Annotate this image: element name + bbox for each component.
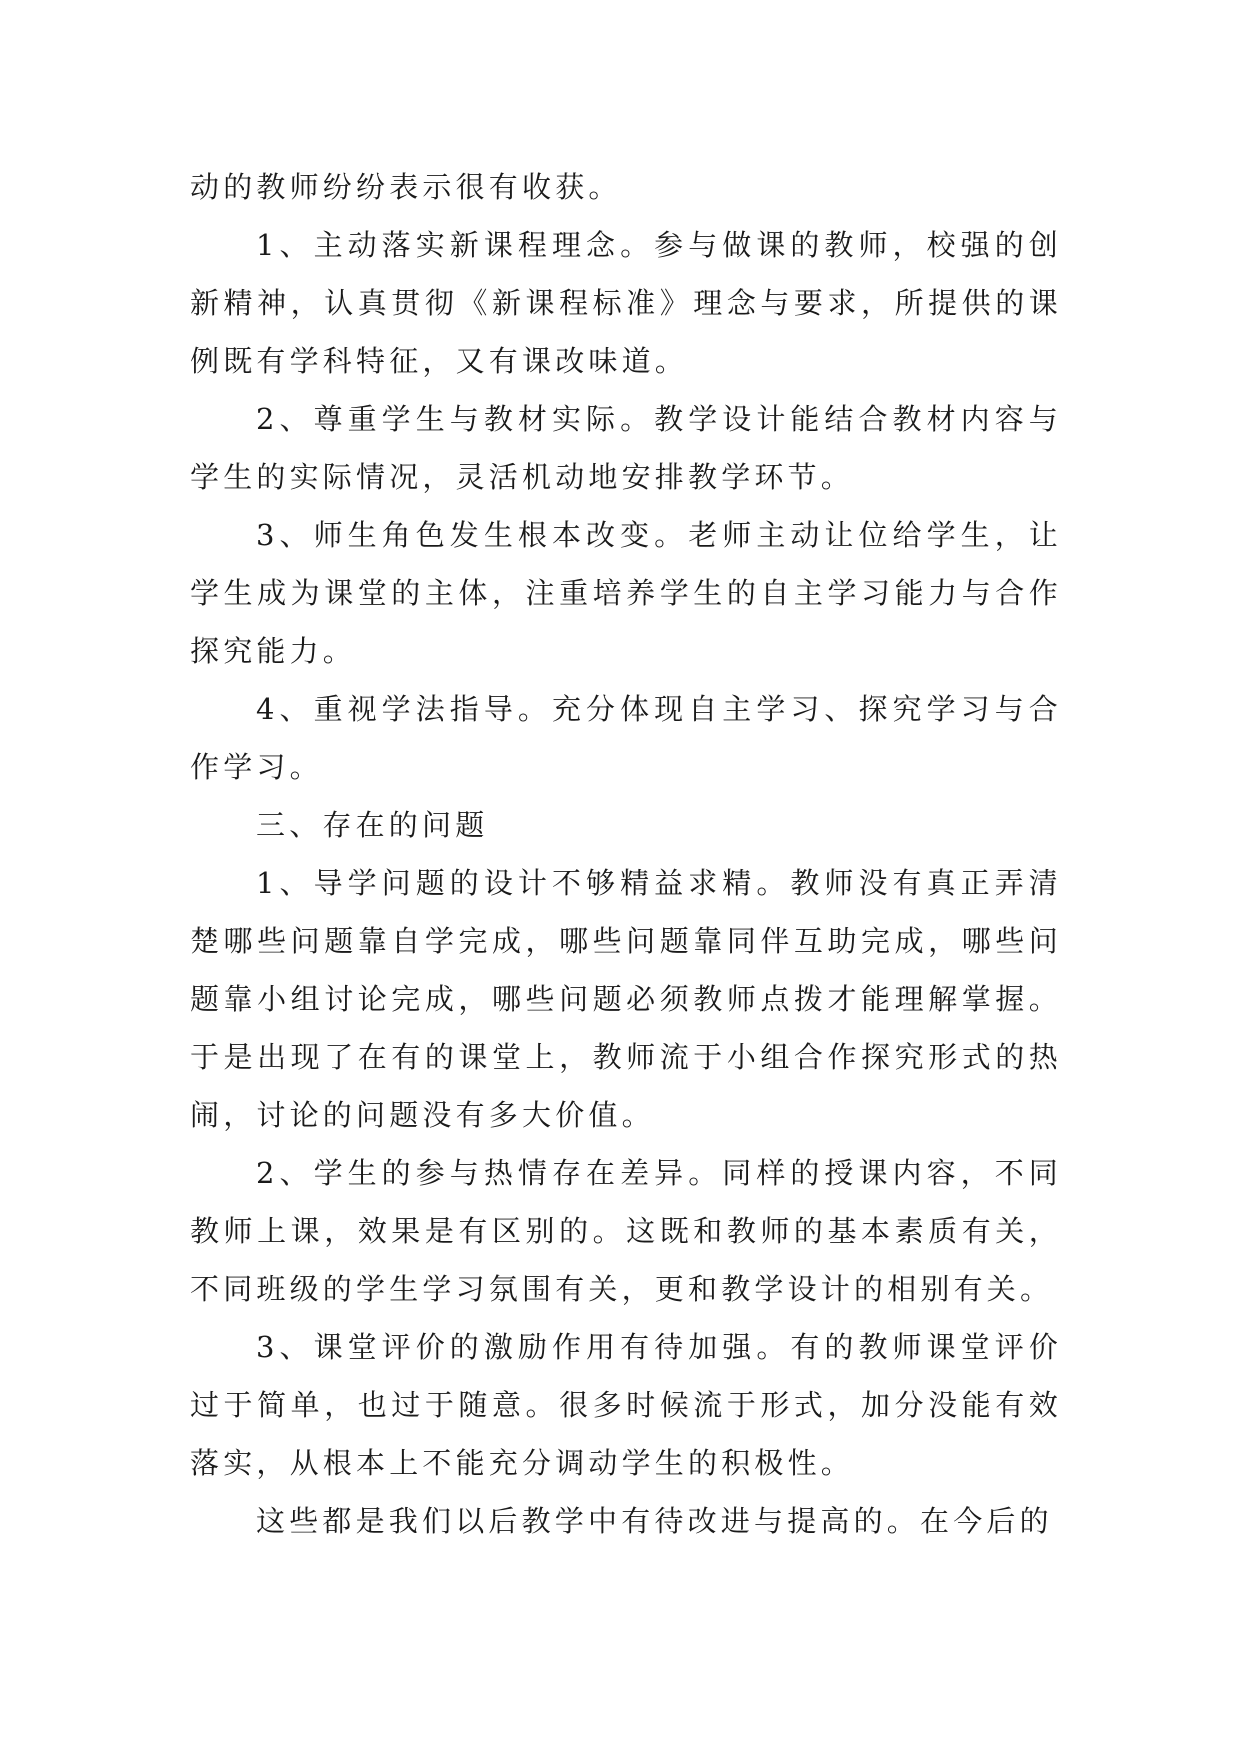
paragraph-closing: 这些都是我们以后教学中有待改进与提高的。在今后的	[256, 1504, 1053, 1538]
paragraph-problem-1: 1、导学问题的设计不够精益求精。教师没有真正弄清楚哪些问题靠自学完成，哪些问题靠同伴互助完成，哪些问题靠小组讨论完成，哪些问题必须教师点拨才能理解掌握。于是出现了在有的课堂上，教师流于小组合作探究形式的热闹，讨论的问题没有多大价值。	[190, 866, 1062, 1132]
paragraph-continuation: 动的教师纷纷表示很有收获。	[190, 170, 622, 204]
paragraph-problem-3: 3、课堂评价的激励作用有待加强。有的教师课堂评价过于简单，也过于随意。很多时候流于形式，加分没能有效落实，从根本上不能充分调动学生的积极性。	[190, 1330, 1062, 1480]
paragraph-point-3: 3、师生角色发生根本改变。老师主动让位给学生，让学生成为课堂的主体，注重培养学生的自主学习能力与合作探究能力。	[190, 518, 1062, 668]
document-body	[190, 158, 1062, 1550]
paragraph-problem-2: 2、学生的参与热情存在差异。同样的授课内容，不同教师上课，效果是有区别的。这既和教师的基本素质有关，不同班级的学生学习氛围有关，更和教学设计的相别有关。	[190, 1156, 1062, 1306]
paragraph-point-4: 4、重视学法指导。充分体现自主学习、探究学习与合作学习。	[190, 692, 1062, 784]
paragraph-point-1: 1、主动落实新课程理念。参与做课的教师，校强的创新精神，认真贯彻《新课程标准》理念与要求，所提供的课例既有学科特征，又有课改味道。	[190, 228, 1062, 378]
section-heading-problems: 三、存在的问题	[256, 808, 489, 842]
paragraph-point-2: 2、尊重学生与教材实际。教学设计能结合教材内容与学生的实际情况，灵活机动地安排教学环节。	[190, 402, 1062, 494]
